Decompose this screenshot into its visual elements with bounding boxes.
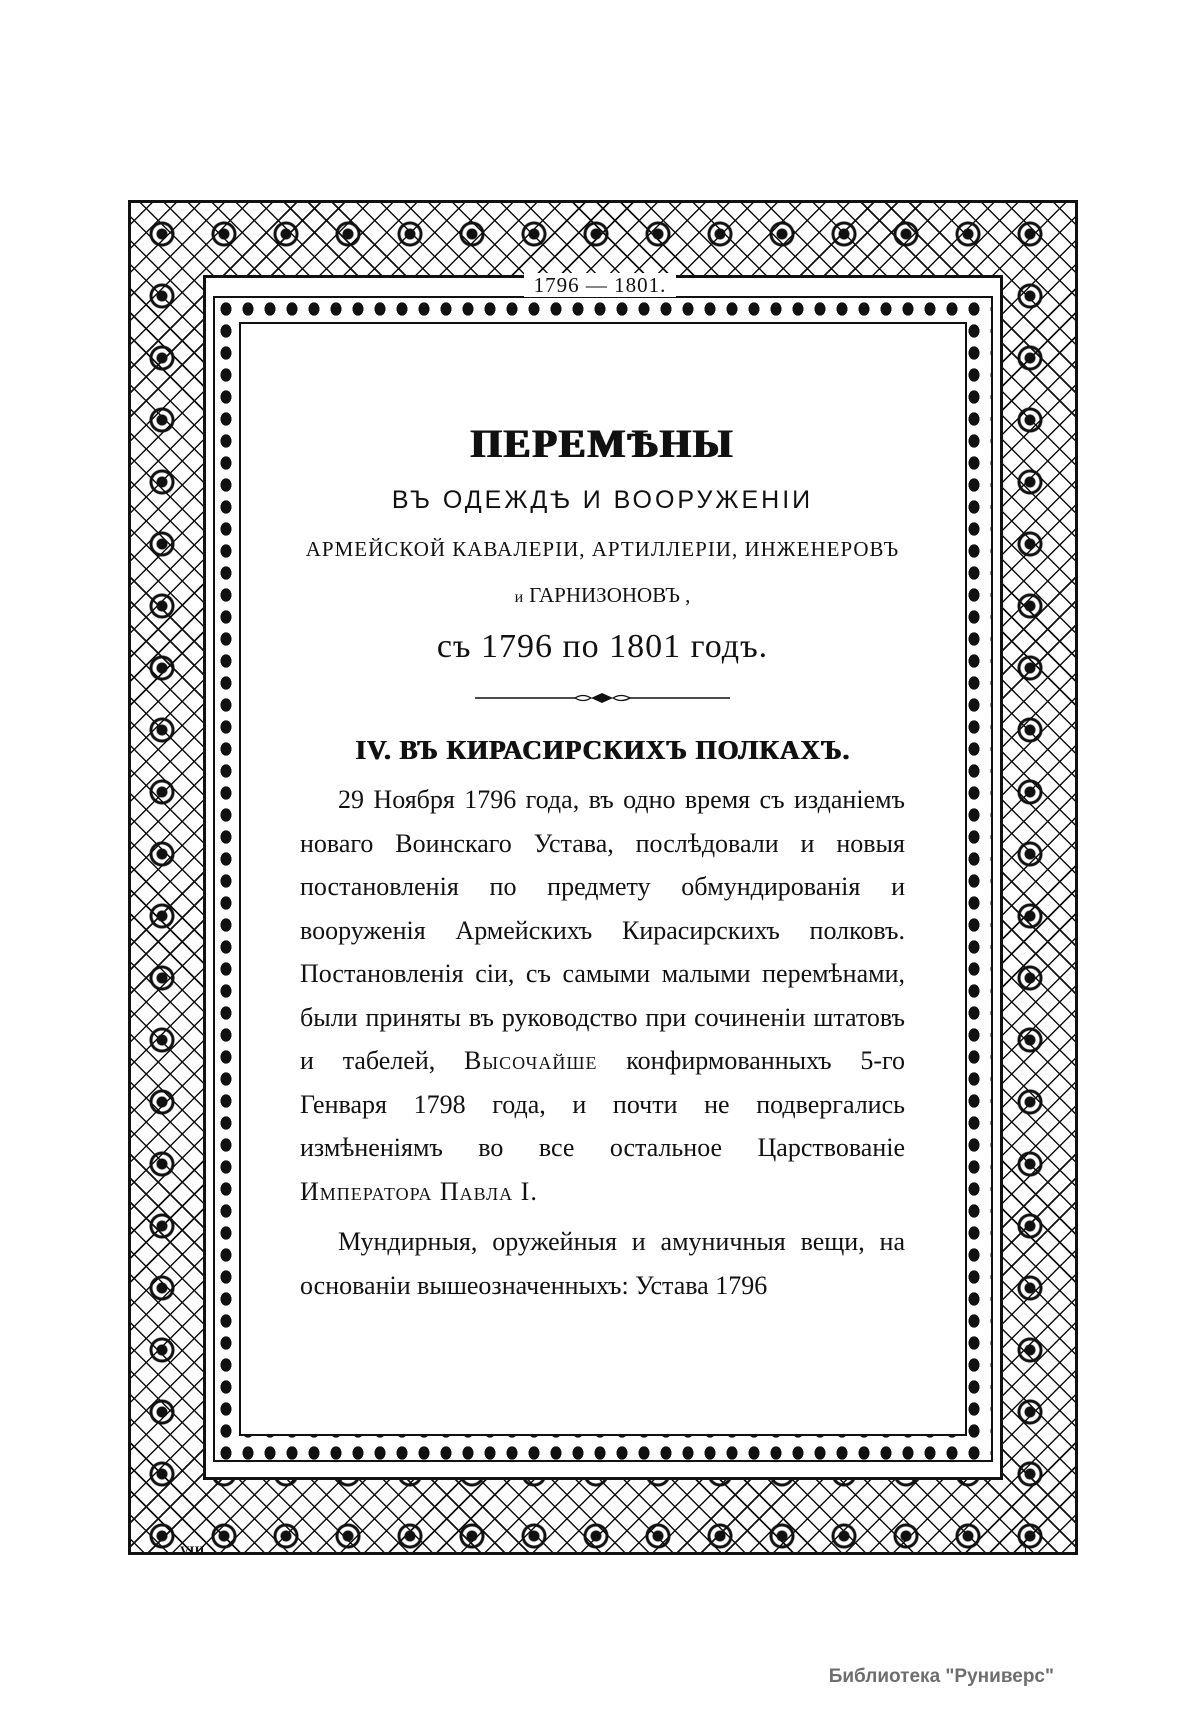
paragraph-1-emphasis: Высочайше xyxy=(464,1046,598,1075)
years-label xyxy=(0,273,1200,298)
ornamental-divider xyxy=(475,690,730,706)
years-text: 1796 — 1801. xyxy=(524,273,677,297)
page-title: ПЕРЕМѢНЫ xyxy=(470,421,735,466)
page-number-left: VIII. xyxy=(180,1543,208,1558)
section-heading: IV. ВЪ КИРАСИРСКИХЪ ПОЛКАХЪ. xyxy=(355,735,850,765)
page-number-right: 1 xyxy=(1022,1543,1029,1558)
paragraph-1-emperor: Императора Павла I. xyxy=(300,1176,538,1206)
subtitle-line-1: ВЪ ОДЕЖДѢ И ВООРУЖЕНІИ xyxy=(391,486,814,514)
paragraph-1-part-a: 29 Ноября 1796 года, въ одно время съ изданіемъ новаго Воинскаго Устава, послѣдовали и новыя постановленія по предмету обмундированія и вооруженія Армейскихъ Кирасирскихъ полковъ. Постановленія сіи, съ самыми малыми перемѣнами, были приняты въ руководство при сочиненіи штатовъ и табелей, xyxy=(300,785,905,1075)
subtitle-line-3-text: ГАРНИЗОНОВЪ , xyxy=(529,583,691,607)
paragraph-2: Мундирныя, оружейныя и амуничныя вещи, на основаніи вышеозначенныхъ: Устава 1796 xyxy=(300,1227,905,1300)
subtitle-years: съ 1796 по 1801 годъ. xyxy=(436,628,769,665)
paragraph-1 xyxy=(300,778,905,1213)
body-text xyxy=(300,778,905,1307)
library-watermark: Библиотека "Руниверс" xyxy=(828,1666,1054,1687)
subtitle-line-3 xyxy=(300,583,905,608)
subtitle-line-2: АРМЕЙСКОЙ КАВАЛЕРІИ, АРТИЛЛЕРІИ, ИНЖЕНЕРОВЪ xyxy=(305,537,900,561)
subtitle-line-3-prefix: и xyxy=(514,589,524,606)
paragraph-1-part-c: конфирмованныхъ 5-го Генваря 1798 года, и почти не подвергались измѣненіямъ во все остальное Царствованіе xyxy=(300,1046,905,1162)
